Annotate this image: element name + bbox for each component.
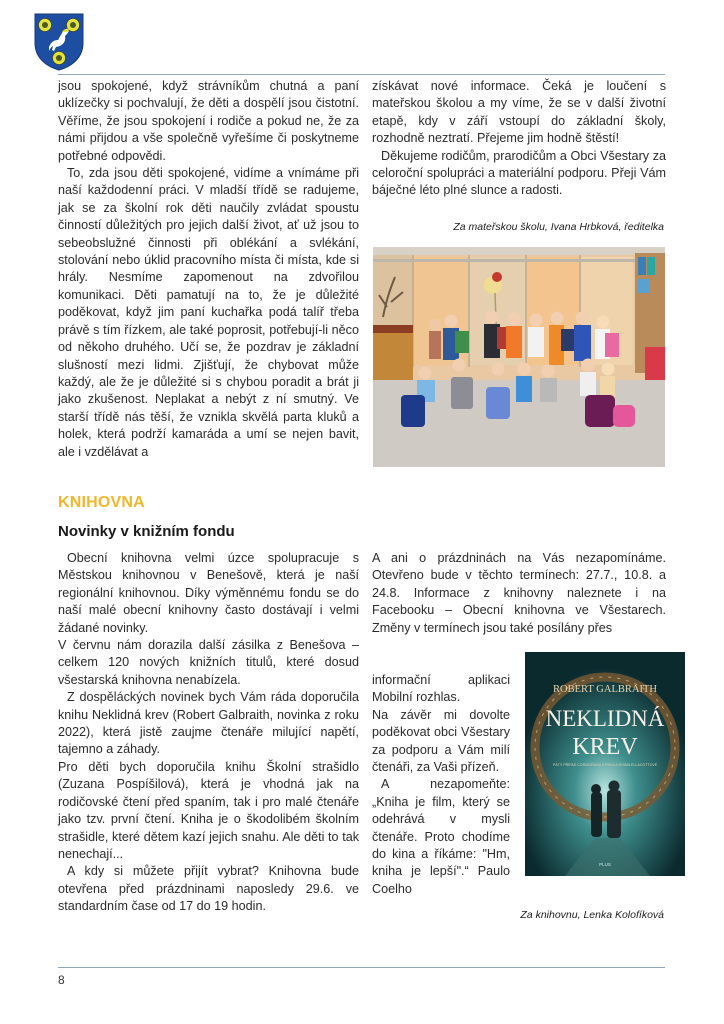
coat-of-arms-icon xyxy=(34,13,84,71)
paragraph: jsou spokojené, když strávníkům chutná a paní uklízečky si pochvalují, že děti a dospělí jsou čistotní. Věříme, že jsou spokojení i rodiče a pokud ne, že za námi přijdou a vše společně vyřešíme či poskytneme potřebné odpovědi. xyxy=(58,79,359,163)
book-author: ROBERT GALBRAITH xyxy=(553,684,657,695)
paragraph: A kdy si můžete přijít vybrat? Knihovna bude otevřena před prázdninami naposledy 29.6. ve standardním čase od 17 do 19 hodin. xyxy=(58,864,359,914)
kindergarten-group-photo xyxy=(373,247,665,467)
svg-text:PÁTÝ PŘÍPAD CORMORANA STRIKA A: PÁTÝ PŘÍPAD CORMORANA STRIKA A ROBIN ELLACOTTOVÉ xyxy=(552,763,658,767)
section-title: KNIHOVNA xyxy=(58,494,145,511)
header-divider xyxy=(58,74,665,75)
library-article-left-column xyxy=(58,550,359,916)
svg-text:KREV: KREV xyxy=(572,734,638,760)
page-number: 8 xyxy=(58,973,65,987)
library-article-narrow-column xyxy=(372,672,510,898)
kindergarten-article-left-column xyxy=(58,78,359,461)
library-signature: Za knihovnu, Lenka Kolofíková xyxy=(520,909,664,921)
paragraph: získávat nové informace. Čeká je loučení s mateřskou školou a my víme, že se v další životní etapě, kdy v září vstoupí do základní školy, rozhodně neztratí. Přejeme jim hodně štěstí! xyxy=(372,79,666,146)
kindergarten-article-right-column xyxy=(372,78,666,200)
paragraph: Pro děti bych doporučila knihu Školní strašidlo (Zuzana Pospíšilová), která je vhodná jak na rodičovské čtení před spaním, tak i pro malé čtenáře jako tzv. první čtení. Kniha je o škodolibém školním strašidle, které dětem kazí jejich snahu. Ale děti to tak nenechají... xyxy=(58,759,359,861)
kindergarten-signature: Za mateřskou školu, Ivana Hrbková, ředitelka xyxy=(453,221,664,233)
paragraph: Z dospěláckých novinek bych Vám ráda doporučila knihu Neklidná krev (Robert Galbraith, novinka z roku 2022), která jistě zaujme čtenáře milující napětí, tajemno a záhady. xyxy=(58,690,359,757)
footer-divider xyxy=(58,967,665,968)
paragraph: Na závěr mi dovolte poděkovat obci Všestary za podporu a Vám milí čtenáři, za Vaši přízeň. xyxy=(372,707,510,775)
svg-text:PLUS: PLUS xyxy=(599,862,611,867)
section-subtitle: Novinky v knižním fondu xyxy=(58,523,235,540)
svg-text:NEKLIDNÁ: NEKLIDNÁ xyxy=(545,706,665,731)
paragraph: informační aplikaci Mobilní rozhlas. xyxy=(372,673,510,705)
paragraph: Děkujeme rodičům, prarodičům a Obci Všestary za celoroční spolupráci a materiální podporu. Přeji Vám báječné léto plné slunce a radosti. xyxy=(372,148,666,198)
library-article-right-column xyxy=(372,550,666,637)
paragraph-quote: A nezapomeňte: „Kniha je film, který se odehrává v mysli čtenáře. Proto chodíme do kina a říkáme: "Hm, kniha je lepší".“ Paulo Coelho xyxy=(372,777,510,896)
paragraph: To, zda jsou děti spokojené, vidíme a vnímáme při naší každodenní práci. V mladší třídě se radujeme, jak se za školní rok děti naučily zvládat spoustu činností důležitých pro jejich další život, ať už jsou to sebeobslužné činnosti při oblékání a svlékání, stolování nebo úklid pracovního místa či místa, kde si hrály. Nesmíme zapomenout na zdvořilou komunikaci. Děti pamatují na to, že je důležité poděkovat, když jim paní kuchařka podá talíř třeba právě s tím řízkem, ale také poprosit, potřebují-li něco od někoho druhého. Učí se, že pozdrav je základní slušností mezi lidmi. Zjišťují, že chybovat může každý, ale že je důležité si s chybou poradit a brát ji jako zkušenost. Neplakat a nebýt z ní smutný. Ve starší třídě nás těší, že vznikla skvělá parta kluků a holek, která podrží kamaráda a umí se nejen bavit, ale i vzdělávat a xyxy=(58,166,359,459)
paragraph: A ani o prázdninách na Vás nezapomínáme. Otevřeno bude v těchto termínech: 27.7., 10.8. a 24.8. Informace z knihovny naleznete i na Facebooku – Obecní knihovna ve Všestarech. Změny v termínech jsou také posílány přes xyxy=(372,551,666,635)
book-cover-neklidna-krev xyxy=(525,652,685,876)
paragraph: Obecní knihovna velmi úzce spolupracuje s Městskou knihovnou v Benešově, která je naší regionální knihovnou. Díky výměnnému fondu se do naší malé obecní knihovny často dostávají i velmi žádané novinky. xyxy=(58,551,359,635)
paragraph: V červnu nám dorazila další zásilka z Benešova – celkem 120 nových knižních titulů, které dosud všestarská knihovna nenabízela. xyxy=(58,638,359,687)
